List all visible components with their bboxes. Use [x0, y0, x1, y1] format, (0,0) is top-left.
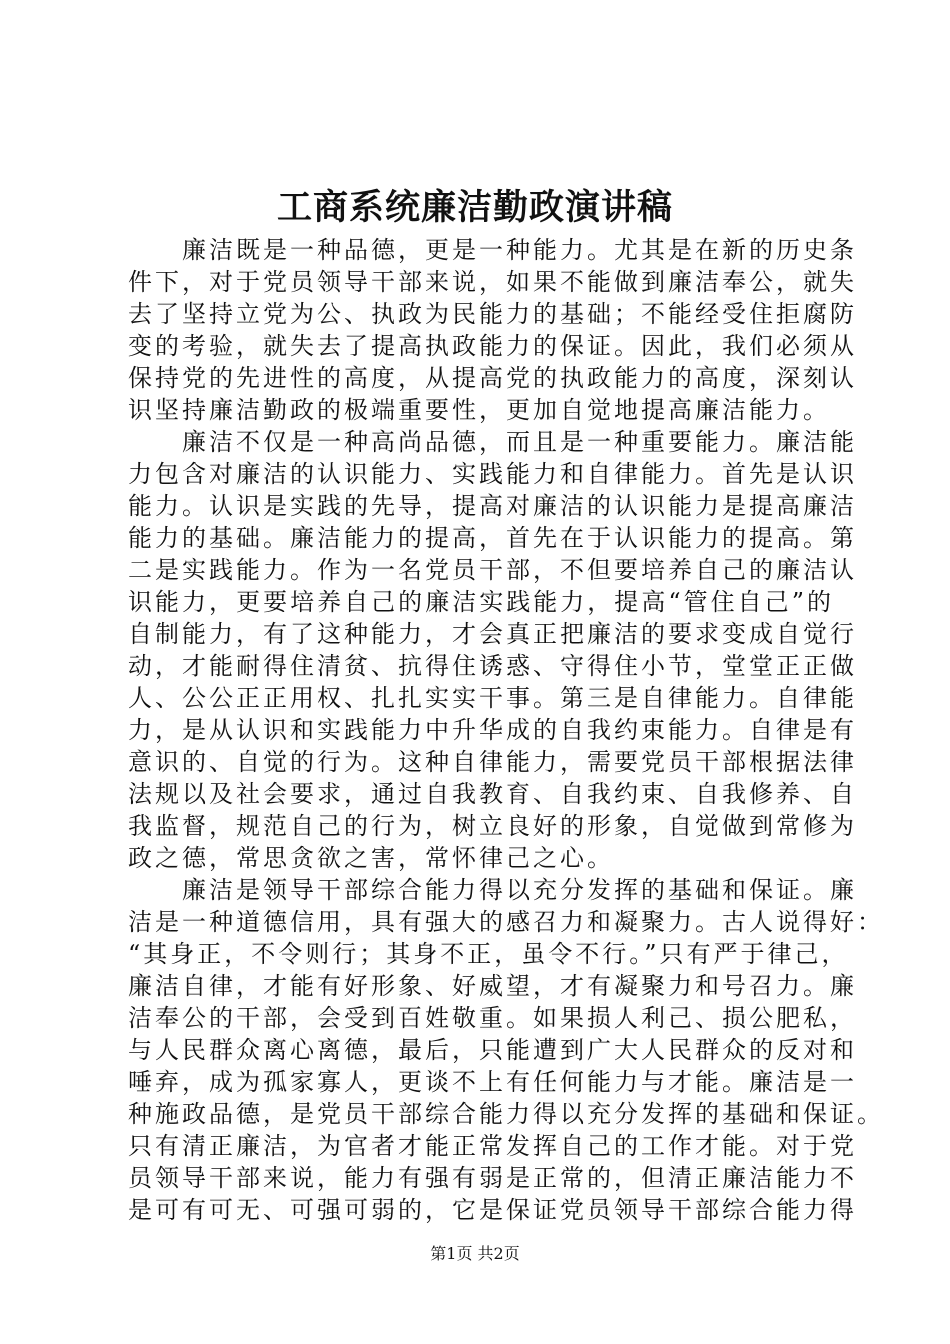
text-line: 识能力，更要培养自己的廉洁实践能力，提高“管住自己”的 — [128, 588, 834, 616]
text-line: 廉洁不仅是一种高尚品德，而且是一种重要能力。廉洁能 — [182, 428, 857, 456]
text-line: 洁奉公的干部，会受到百姓敬重。如果损人利己、损公肥私， — [128, 1004, 857, 1032]
text-line: 变的考验，就失去了提高执政能力的保证。因此，我们必须从 — [128, 332, 857, 360]
text-line: 去了坚持立党为公、执政为民能力的基础；不能经受住拒腐防 — [128, 300, 857, 328]
text-line: 是可有可无、可强可弱的，它是保证党员领导干部综合能力得 — [128, 1196, 857, 1224]
text-line: 力，是从认识和实践能力中升华成的自我约束能力。自律是有 — [128, 716, 857, 744]
text-line: 法规以及社会要求，通过自我教育、自我约束、自我修养、自 — [128, 780, 857, 808]
text-line: 与人民群众离心离德，最后，只能遭到广大人民群众的反对和 — [128, 1036, 857, 1064]
text-line: 我监督，规范自己的行为，树立良好的形象，自觉做到常修为 — [128, 812, 857, 840]
text-line: 自制能力，有了这种能力，才会真正把廉洁的要求变成自觉行 — [128, 620, 857, 648]
text-line: 政之德，常思贪欲之害，常怀律己之心。 — [128, 844, 614, 872]
document-body — [128, 234, 884, 1226]
text-line: 能力。认识是实践的先导，提高对廉洁的认识能力是提高廉洁 — [128, 492, 857, 520]
paragraph-2 — [128, 426, 857, 874]
text-line: 二是实践能力。作为一名党员干部，不但要培养自己的廉洁认 — [128, 556, 857, 584]
text-line: 员领导干部来说，能力有强有弱是正常的，但清正廉洁能力不 — [128, 1164, 857, 1192]
text-line: 唾弃，成为孤家寡人，更谈不上有任何能力与才能。廉洁是一 — [128, 1068, 857, 1096]
paragraph-1 — [128, 234, 857, 426]
document-title: 工商系统廉洁勤政演讲稿 — [276, 187, 673, 228]
paragraph-3 — [128, 874, 884, 1226]
text-line: 力包含对廉洁的认识能力、实践能力和自律能力。首先是认识 — [128, 460, 857, 488]
text-line: 识坚持廉洁勤政的极端重要性，更加自觉地提高廉洁能力。 — [128, 396, 830, 424]
text-line: 廉洁既是一种品德，更是一种能力。尤其是在新的历史条 — [182, 236, 857, 264]
text-line: 件下，对于党员领导干部来说，如果不能做到廉洁奉公，就失 — [128, 268, 857, 296]
text-line: 保持党的先进性的高度，从提高党的执政能力的高度，深刻认 — [128, 364, 857, 392]
text-line: 廉洁是领导干部综合能力得以充分发挥的基础和保证。廉 — [182, 876, 857, 904]
text-line: “其身正，不令则行；其身不正，虽令不行。”只有严于律己， — [128, 940, 849, 968]
text-line: 种施政品德，是党员干部综合能力得以充分发挥的基础和保证。 — [128, 1100, 884, 1128]
text-line: 动，才能耐得住清贫、抗得住诱惑、守得住小节，堂堂正正做 — [128, 652, 857, 680]
page-number-footer: 第1页 共2页 — [430, 1244, 520, 1263]
text-line: 能力的基础。廉洁能力的提高，首先在于认识能力的提高。第 — [128, 524, 857, 552]
text-line: 只有清正廉洁，为官者才能正常发挥自己的工作才能。对于党 — [128, 1132, 857, 1160]
text-line: 洁是一种道德信用，具有强大的感召力和凝聚力。古人说得好： — [128, 908, 884, 936]
text-line: 意识的、自觉的行为。这种自律能力，需要党员干部根据法律 — [128, 748, 857, 776]
text-line: 廉洁自律，才能有好形象、好威望，才有凝聚力和号召力。廉 — [128, 972, 857, 1000]
text-line: 人、公公正正用权、扎扎实实干事。第三是自律能力。自律能 — [128, 684, 857, 712]
